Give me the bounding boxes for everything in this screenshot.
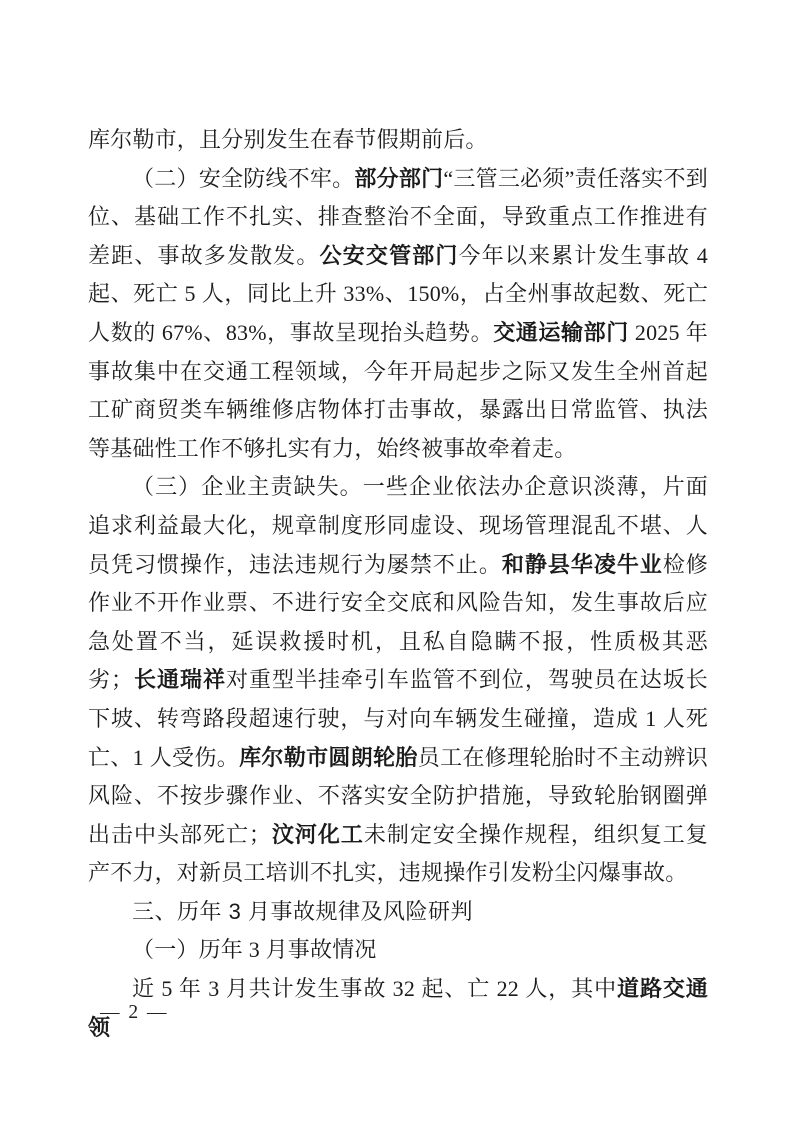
text-run-bold: 交通运输部门 — [493, 319, 629, 345]
text-run-bold: 库尔勒市圆朗轮胎 — [239, 744, 418, 770]
text-run-kai: （二）安全防线不牢。 — [132, 165, 355, 191]
paragraph-section-3 — [88, 468, 708, 893]
text-run-normal: 今年以来累计发生事故 4 起、死亡 5 人，同比上升 33%、150%，占全州事故起数、死亡人数的 67%、83%，事故呈现抬头趋势。 — [88, 242, 708, 345]
text-run-bold: 和静县华凌牛业 — [501, 551, 663, 577]
paragraph-section-2 — [88, 160, 708, 469]
text-run-bold: 汶河化工 — [271, 821, 364, 847]
text-run-bold: 长通瑞祥 — [133, 667, 226, 693]
text-run-normal: 员工在修理轮胎时不主动辨识风险、不按步骤作业、不落实安全防护措施，导致轮胎钢圈弹出击中头部死亡； — [88, 744, 708, 847]
document-body — [88, 121, 708, 1047]
heading-part-3 — [88, 893, 708, 932]
text-run-bold: 道路交通领 — [88, 976, 708, 1040]
text-run-normal: 检修作业不开作业票、不进行安全交底和风险告知，发生事故后应急处置不当，延误救援时机，且私自隐瞒不报，性质极其恶劣； — [88, 551, 709, 693]
heading-part-3-1 — [88, 931, 708, 970]
text-run-normal: 对重型半挂牵引车监管不到位，驾驶员在达坂长下坡、转弯路段超速行驶，与对向车辆发生碰撞，造成 1 人死亡、1 人受伤。 — [88, 667, 708, 770]
text-run-normal: 一些企业依法办企意识淡薄，片面追求利益最大化，规章制度形同虚设、现场管理混乱不堪、人员凭习惯操作，违法违规行为屡禁不止。 — [88, 474, 708, 577]
page-number: — 2 — — [100, 1002, 169, 1023]
text-run-bold: 公安交管部门 — [319, 242, 459, 268]
text-run-normal: 三、历年 3 月事故规律及风险研判 — [132, 898, 473, 924]
text-run-normal: （一）历年 3 月事故情况 — [132, 937, 377, 963]
text-run-bold: 部分部门 — [354, 165, 444, 191]
text-run-normal: 库尔勒市，且分别发生在春节假期前后。 — [88, 127, 488, 152]
paragraph-continuation — [88, 121, 708, 160]
text-run-normal: 未制定安全操作规程，组织复工复产不力，对新员工培训不扎实，违规操作引发粉尘闪爆事故。 — [88, 821, 708, 886]
text-run-normal: 近 5 年 3 月共计发生事故 32 起、亡 22 人，其中 — [132, 976, 618, 1002]
paragraph-march-stats — [88, 970, 708, 1047]
text-run-normal: 2025 年事故集中在交通工程领域，今年开局起步之际又发生全州首起工矿商贸类车辆维修店物体打击事故，暴露出日常监管、执法等基础性工作不够扎实有力，始终被事故牵着走。 — [88, 319, 708, 461]
text-run-normal: “三管三必须”责任落实不到位、基础工作不扎实、排查整治不全面，导致重点工作推进有差距、事故多发散发。 — [88, 165, 708, 268]
text-run-kai: （三）企业主责缺失。 — [132, 474, 363, 500]
